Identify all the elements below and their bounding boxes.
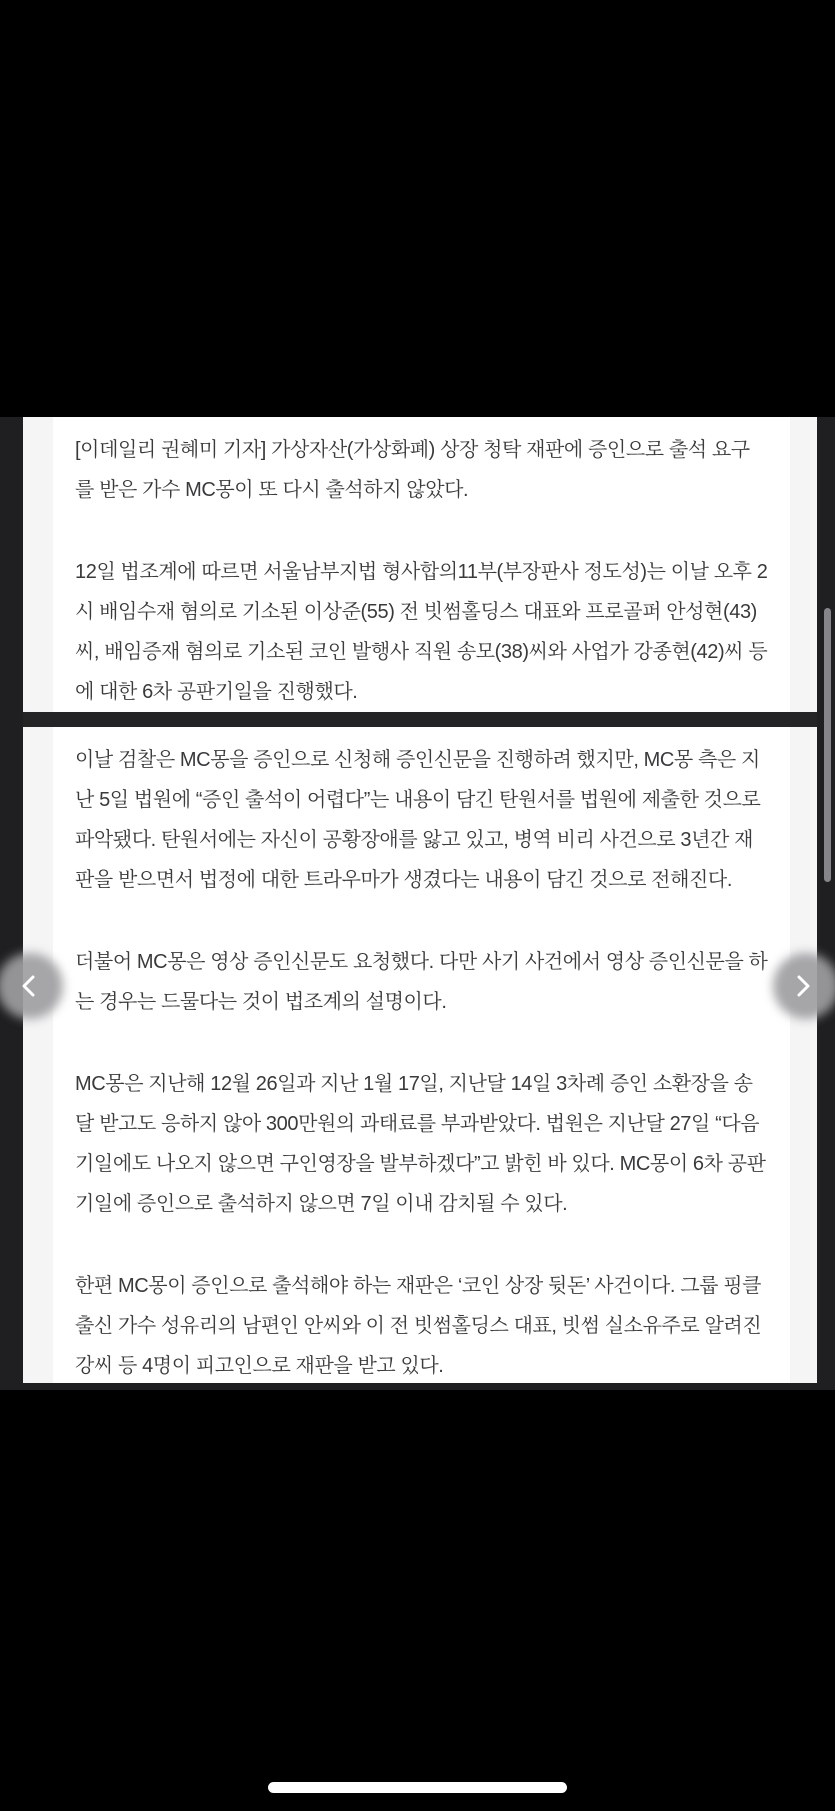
article-paragraph: [이데일리 권혜미 기자] 가상자산(가상화폐) 상장 청탁 재판에 증인으로 출석 요구를 받은 가수 MC몽이 또 다시 출석하지 않았다. <box>75 439 750 501</box>
article-paragraph: 12일 법조계에 따르면 서울남부지법 형사합의11부(부장판사 정도성)는 이날 오후 2시 배임수재 혐의로 기소된 이상준(55) 전 빗썸홀딩스 대표와 프로골퍼 안성현(43)씨, 배임증재 혐의로 기소된 코인 발행사 직원 송모(38)씨와 사업가 강종현(42)씨 등에 대한 6차 공판기일을 진행했다. <box>75 561 768 703</box>
article-paragraph: MC몽은 지난해 12월 26일과 지난 1월 17일, 지난달 14일 3차례 증인 소환장을 송달 받고도 응하지 않아 300만원의 과태료를 부과받았다. 법원은 지난달 27일 “다음 기일에도 나오지 않으면 구인영장을 발부하겠다”고 밝힌 바 있다. MC몽이 6차 공판기일에 증인으로 출석하지 않으면 7일 이내 감치될 수 있다. <box>75 1073 766 1215</box>
article-card-top <box>23 417 817 712</box>
article-paragraph: 더불어 MC몽은 영상 증인신문도 요청했다. 다만 사기 사건에서 영상 증인신문을 하는 경우는 드물다는 것이 법조계의 설명이다. <box>75 951 768 1013</box>
article-paragraph: 이날 검찰은 MC몽을 증인으로 신청해 증인신문을 진행하려 했지만, MC몽 측은 지난 5일 법원에 “증인 출석이 어렵다”는 내용이 담긴 탄원서를 법원에 제출한 것으로 파악됐다. 탄원서에는 자신이 공황장애를 앓고 있고, 병역 비리 사건으로 3년간 재판을 받으면서 법정에 대한 트라우마가 생겼다는 내용이 담긴 것으로 전해진다. <box>75 749 761 891</box>
article-card-bottom <box>23 727 817 1383</box>
next-page-button[interactable] <box>773 953 835 1019</box>
web-page-column <box>23 417 817 1383</box>
chevron-right-icon <box>796 974 812 998</box>
article-body-top <box>53 417 790 712</box>
home-indicator[interactable] <box>268 1782 567 1793</box>
card-divider <box>23 712 817 727</box>
scrollbar-thumb[interactable] <box>824 608 831 882</box>
chevron-left-icon <box>20 974 36 998</box>
article-viewer <box>0 417 835 1390</box>
article-body-bottom <box>53 727 790 1383</box>
article-paragraph: 한편 MC몽이 증인으로 출석해야 하는 재판은 ‘코인 상장 뒷돈’ 사건이다. 그룹 핑클 출신 가수 성유리의 남편인 안씨와 이 전 빗썸홀딩스 대표, 빗썸 실소유주로 알려진 강씨 등 4명이 피고인으로 재판을 받고 있다. <box>75 1275 762 1377</box>
prev-page-button[interactable] <box>0 953 63 1019</box>
